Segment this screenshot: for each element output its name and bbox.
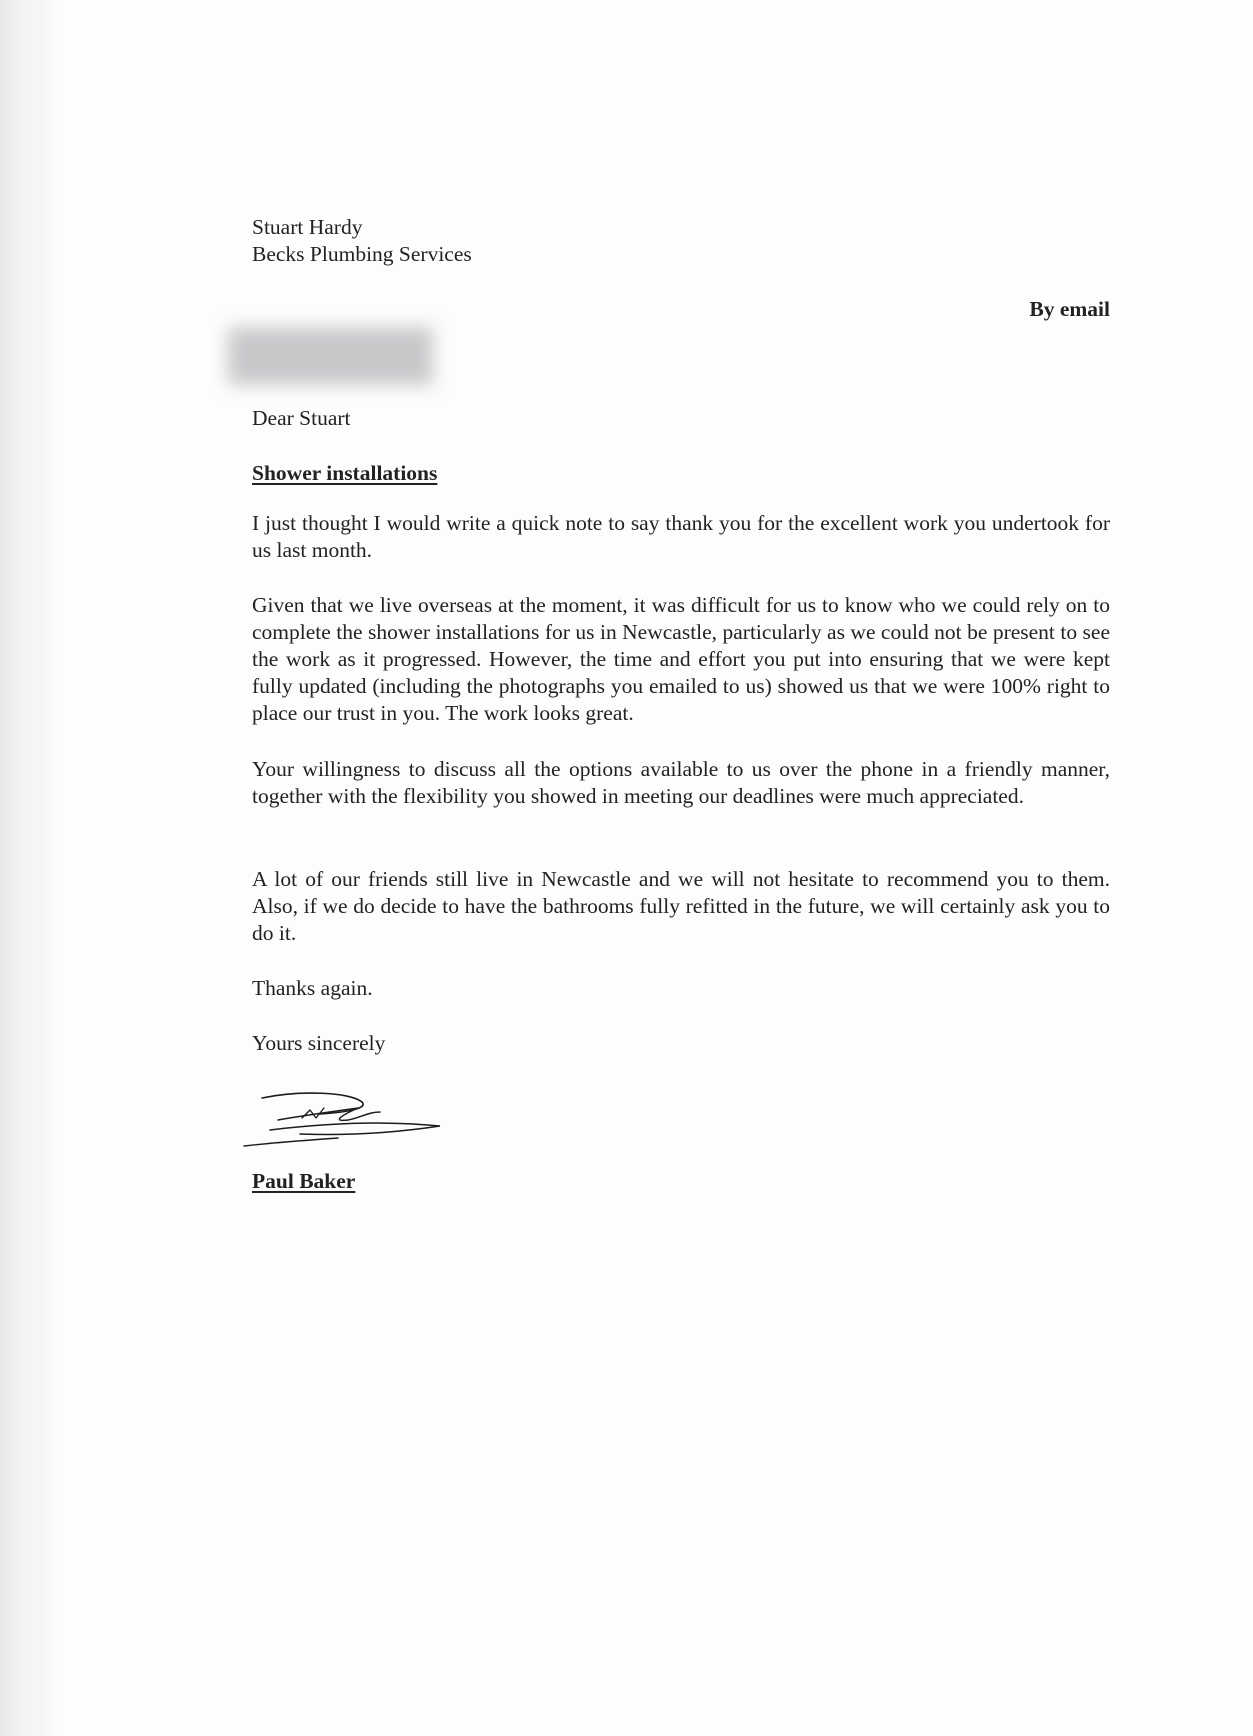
paragraph-2: Given that we live overseas at the moment, it was difficult for us to know who we could rely on to complete the shower installations for us in Newcastle, particularly as we could not be present to see the work as it progressed. However, the time and effort you put into ensuring that we were kept fully updated (including the photographs you emailed to us) showed us that we were 100% right to place our trust in you. The work looks great. bbox=[252, 593, 1110, 725]
delivery-method: By email bbox=[1029, 297, 1110, 321]
recipient-name: Stuart Hardy bbox=[252, 215, 363, 239]
paragraph-1: I just thought I would write a quick note to say thank you for the excellent work you undertook for us last month. bbox=[252, 511, 1110, 562]
salutation: Dear Stuart bbox=[252, 406, 351, 430]
handwritten-signature bbox=[240, 1082, 450, 1152]
recipient-company: Becks Plumbing Services bbox=[252, 242, 472, 266]
subject-heading: Shower installations bbox=[252, 461, 438, 485]
closing-line: Yours sincerely bbox=[252, 1031, 386, 1055]
thanks-line: Thanks again. bbox=[252, 976, 373, 1000]
paragraph-4: A lot of our friends still live in Newcastle and we will not hesitate to recommend you to them. Also, if we do decide to have the bathrooms fully refitted in the future, we will certainly ask you to do it. bbox=[252, 867, 1110, 945]
scan-edge-shadow bbox=[0, 0, 58, 1736]
paragraph-3: Your willingness to discuss all the options available to us over the phone in a friendly manner, together with the flexibility you showed in meeting our deadlines were much appreciated. bbox=[252, 757, 1110, 808]
signatory-name: Paul Baker bbox=[252, 1169, 356, 1193]
redacted-date bbox=[228, 327, 433, 385]
